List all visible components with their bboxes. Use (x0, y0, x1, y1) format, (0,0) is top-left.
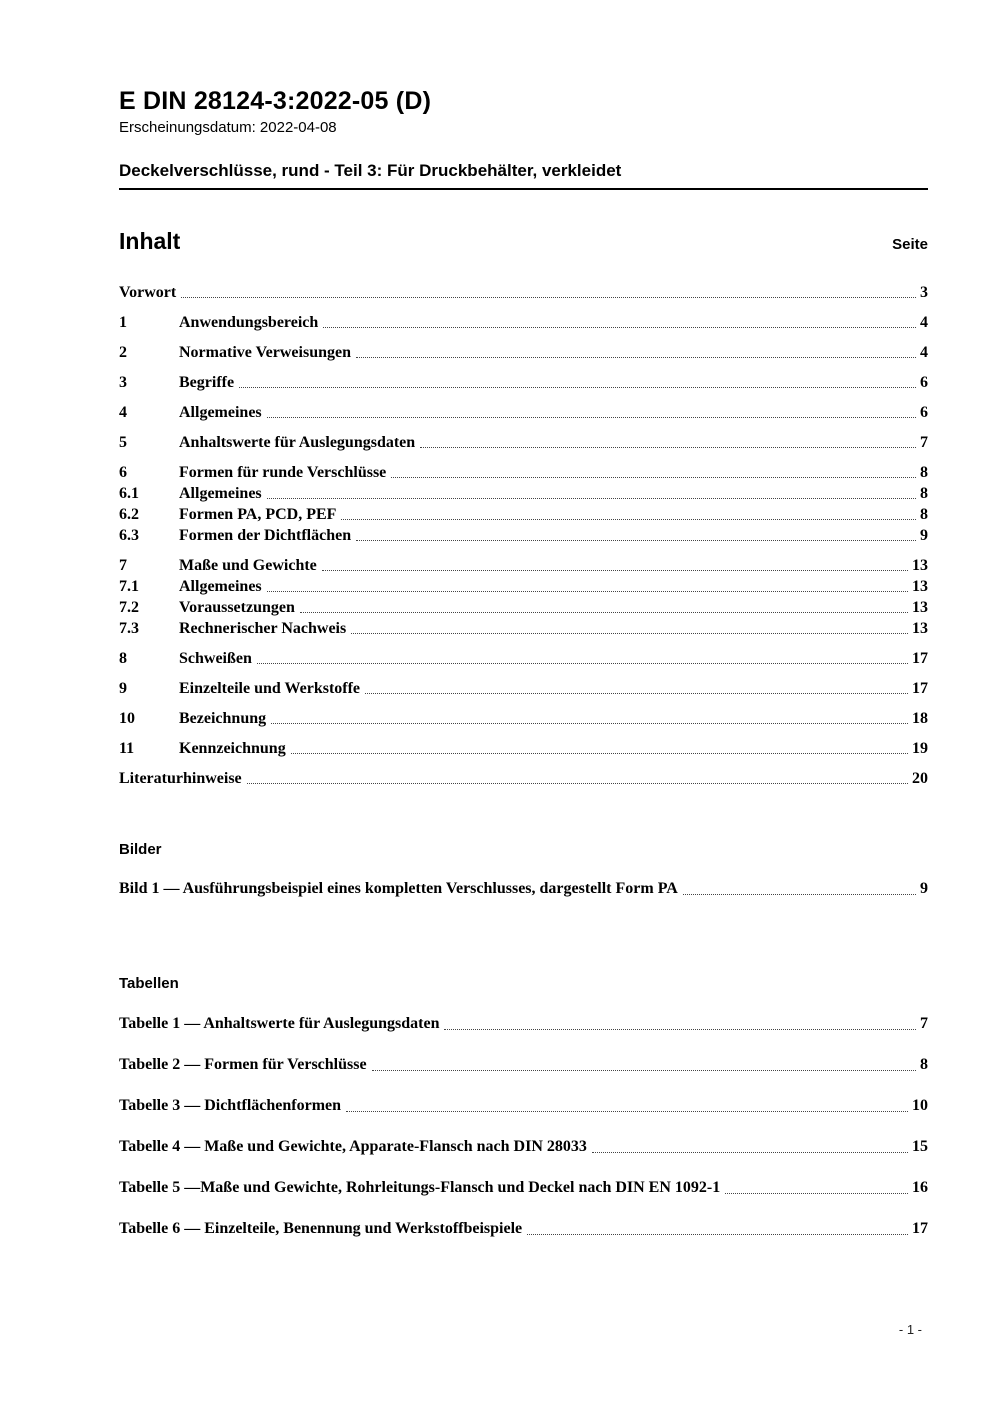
toc-entry-label: Formen der Dichtflächen (179, 527, 352, 544)
table-entry (119, 1096, 928, 1116)
toc-entry-label: Vorwort (119, 284, 177, 301)
publication-date: Erscheinungsdatum: 2022-04-08 (119, 119, 337, 136)
toc-entry (119, 619, 928, 638)
dot-leader (365, 693, 908, 694)
table-entry (119, 1055, 928, 1075)
table-entry-page: 8 (920, 1056, 928, 1073)
dot-leader (291, 753, 908, 754)
toc-entry-label: Begriffe (179, 374, 235, 391)
dot-leader (351, 633, 908, 634)
toc-entry-page: 8 (920, 464, 928, 481)
table-entry (119, 1137, 928, 1157)
toc-entry (119, 433, 928, 452)
toc-entry-page: 8 (920, 485, 928, 502)
toc-entry-page: 17 (912, 680, 928, 697)
toc-list (119, 283, 928, 788)
toc-entry (119, 463, 928, 482)
toc-entry-page: 18 (912, 710, 928, 727)
tables-heading: Tabellen (119, 975, 179, 992)
table-entry-label: Tabelle 2 — Formen für Verschlüsse (119, 1056, 367, 1073)
dot-leader (257, 663, 908, 664)
toc-entry-page: 13 (912, 620, 928, 637)
toc-entry-number: 2 (119, 344, 127, 361)
page-number: - 1 - (898, 1322, 922, 1337)
toc-entry-label: Allgemeines (179, 578, 262, 595)
toc-header-row (119, 228, 928, 255)
toc-entry (119, 283, 928, 302)
dot-leader (420, 447, 916, 448)
toc-entry-number: 6.2 (119, 506, 139, 523)
toc-entry (119, 649, 928, 668)
toc-entry (119, 709, 928, 728)
toc-entry-label: Anhaltswerte für Auslegungsdaten (179, 434, 416, 451)
figure-entry-page: 9 (920, 880, 928, 897)
toc-entry (119, 313, 928, 332)
toc-entry-page: 6 (920, 404, 928, 421)
dot-leader (391, 477, 916, 478)
toc-heading: Inhalt (119, 228, 181, 254)
toc-entry (119, 769, 928, 788)
toc-entry-page: 8 (920, 506, 928, 523)
dot-leader (592, 1152, 908, 1153)
dot-leader (356, 540, 916, 541)
toc-entry (119, 373, 928, 392)
toc-entry-number: 3 (119, 374, 127, 391)
table-entry-label: Tabelle 3 — Dichtflächenformen (119, 1097, 342, 1114)
toc-entry-label: Literaturhinweise (119, 770, 242, 787)
toc-entry-number: 1 (119, 314, 127, 331)
dot-leader (322, 570, 908, 571)
table-entry-page: 7 (920, 1015, 928, 1032)
dot-leader (683, 894, 916, 895)
toc-entry (119, 577, 928, 596)
toc-entry (119, 739, 928, 758)
toc-entry (119, 343, 928, 362)
dot-leader (725, 1193, 908, 1194)
dot-leader (372, 1070, 916, 1071)
dot-leader (267, 498, 916, 499)
figure-entry-label: Bild 1 — Ausführungsbeispiel eines kompletten Verschlusses, dargestellt Form PA (119, 880, 678, 897)
figures-heading: Bilder (119, 841, 162, 858)
toc-entry (119, 598, 928, 617)
toc-entry-label: Rechnerischer Nachweis (179, 620, 347, 637)
toc-entry-page: 13 (912, 599, 928, 616)
dot-leader (247, 783, 908, 784)
dot-leader (300, 612, 908, 613)
toc-entry-page: 4 (920, 344, 928, 361)
toc-entry-label: Normative Verweisungen (179, 344, 351, 361)
table-entry-label: Tabelle 6 — Einzelteile, Benennung und Werkstoffbeispiele (119, 1220, 523, 1237)
dot-leader (356, 357, 916, 358)
dot-leader (323, 327, 916, 328)
table-entry (119, 1014, 928, 1034)
table-entry-label: Tabelle 4 — Maße und Gewichte, Apparate-Flansch nach DIN 28033 (119, 1138, 587, 1155)
table-entry-label: Tabelle 5 —Maße und Gewichte, Rohrleitungs-Flansch und Deckel nach DIN EN 1092-1 (119, 1179, 721, 1196)
toc-entry-label: Schweißen (179, 650, 252, 667)
document-header (119, 88, 928, 190)
tables-list (119, 1014, 928, 1239)
toc-entry-number: 6.1 (119, 485, 139, 502)
toc-entry-label: Bezeichnung (179, 710, 267, 727)
toc-entry-number: 6 (119, 464, 127, 481)
toc-entry-number: 10 (119, 710, 135, 727)
toc-entry-label: Formen PA, PCD, PEF (179, 506, 337, 523)
subtitle-rule (119, 161, 928, 190)
document-title: E DIN 28124-3:2022-05 (D) (119, 87, 432, 115)
toc-entry-page: 9 (920, 527, 928, 544)
toc-entry (119, 403, 928, 422)
toc-entry-page: 6 (920, 374, 928, 391)
toc-entry-label: Anwendungsbereich (179, 314, 319, 331)
table-entry-label: Tabelle 1 — Anhaltswerte für Auslegungsdaten (119, 1015, 440, 1032)
dot-leader (181, 297, 916, 298)
toc-entry (119, 556, 928, 575)
toc-entry-number: 7.2 (119, 599, 139, 616)
toc-entry-number: 6.3 (119, 527, 139, 544)
toc-entry-number: 4 (119, 404, 127, 421)
figures-list (119, 879, 928, 899)
toc-entry-label: Einzelteile und Werkstoffe (179, 680, 361, 697)
toc-entry-number: 9 (119, 680, 127, 697)
dot-leader (267, 417, 916, 418)
toc-entry-page: 17 (912, 650, 928, 667)
toc-entry-number: 7.3 (119, 620, 139, 637)
toc-entry-number: 8 (119, 650, 127, 667)
table-entry (119, 1178, 928, 1198)
toc-entry-number: 5 (119, 434, 127, 451)
toc-entry-label: Kennzeichnung (179, 740, 286, 757)
document-subtitle: Deckelverschlüsse, rund - Teil 3: Für Druckbehälter, verkleidet (119, 161, 622, 180)
toc-entry-label: Maße und Gewichte (179, 557, 317, 574)
dot-leader (341, 519, 916, 520)
table-entry-page: 17 (912, 1220, 928, 1237)
toc-entry-page: 20 (912, 770, 928, 787)
toc-entry (119, 505, 928, 524)
table-entry (119, 1219, 928, 1239)
toc-entry-page: 13 (912, 557, 928, 574)
toc-entry-page: 7 (920, 434, 928, 451)
toc-entry-number: 7 (119, 557, 127, 574)
dot-leader (271, 723, 908, 724)
dot-leader (239, 387, 916, 388)
dot-leader (527, 1234, 908, 1235)
toc-entry-page: 3 (920, 284, 928, 301)
toc-entry-page: 4 (920, 314, 928, 331)
toc-entry-label: Formen für runde Verschlüsse (179, 464, 387, 481)
page-column-label: Seite (892, 236, 928, 253)
table-entry-page: 15 (912, 1138, 928, 1155)
toc-entry (119, 484, 928, 503)
toc-entry-label: Allgemeines (179, 404, 262, 421)
toc-entry (119, 679, 928, 698)
toc-entry (119, 526, 928, 545)
toc-entry-page: 19 (912, 740, 928, 757)
toc-entry-label: Voraussetzungen (179, 599, 295, 616)
dot-leader (346, 1111, 908, 1112)
toc-entry-label: Allgemeines (179, 485, 262, 502)
toc-entry-number: 11 (119, 740, 135, 757)
figure-entry (119, 879, 928, 899)
toc-entry-page: 13 (912, 578, 928, 595)
dot-leader (444, 1029, 916, 1030)
table-entry-page: 16 (912, 1179, 928, 1196)
dot-leader (267, 591, 908, 592)
toc-entry-number: 7.1 (119, 578, 139, 595)
table-entry-page: 10 (912, 1097, 928, 1114)
